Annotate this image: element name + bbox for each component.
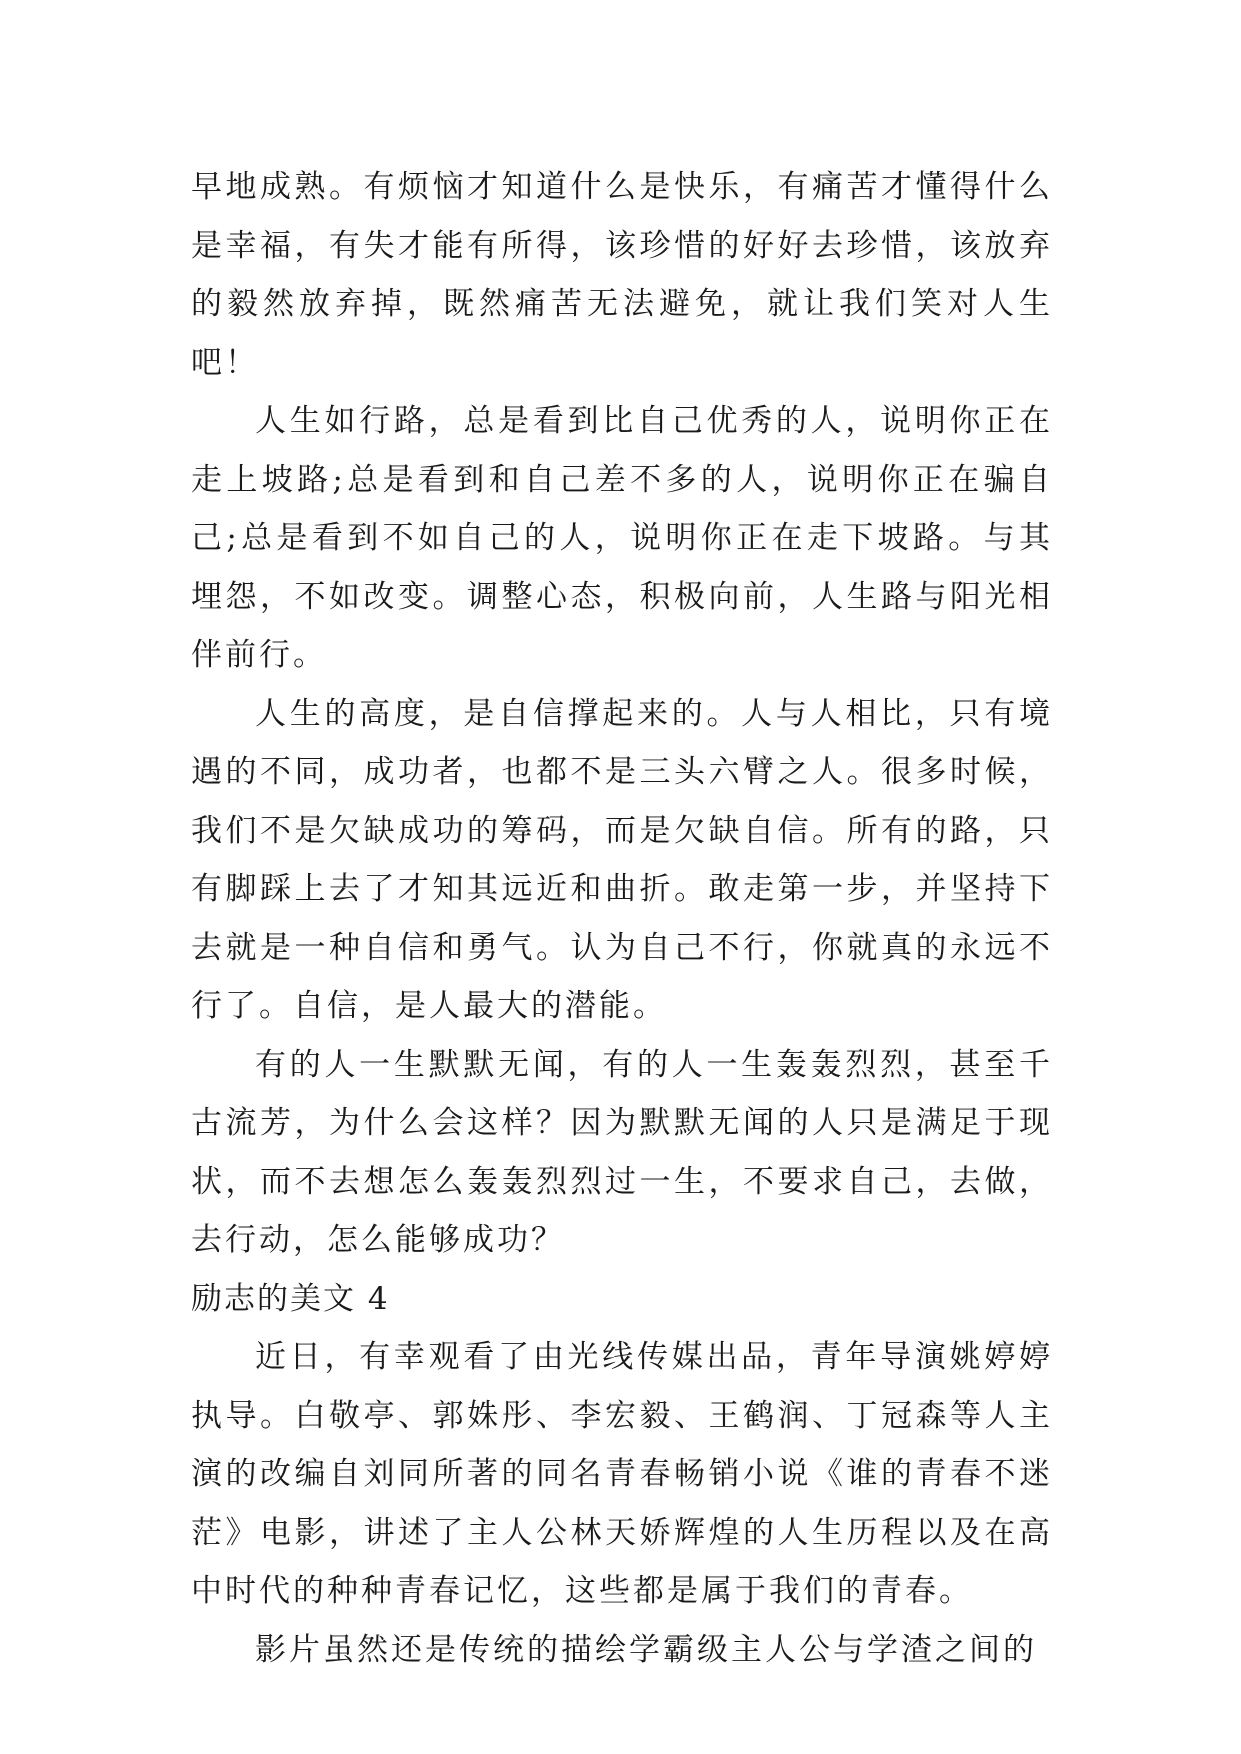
- document-page: [191, 158, 1053, 1679]
- body-paragraph: 早地成熟。有烦恼才知道什么是快乐，有痛苦才懂得什么是幸福，有失才能有所得，该珍惜的好好去珍惜，该放弃的毅然放弃掉，既然痛苦无法避免，就让我们笑对人生吧！: [191, 169, 1053, 381]
- body-paragraph: 人生的高度，是自信撑起来的。人与人相比，只有境遇的不同，成功者，也都不是三头六臂之人。很多时候，我们不是欠缺成功的筹码，而是欠缺自信。所有的路，只有脚踩上去了才知其远近和曲折。敢走第一步，并坚持下去就是一种自信和勇气。认为自己不行，你就真的永远不行了。自信，是人最大的潜能。: [191, 695, 1053, 1024]
- body-paragraph: 有的人一生默默无闻，有的人一生轰轰烈烈，甚至千古流芳，为什么会这样？因为默默无闻的人只是满足于现状，而不去想怎么轰轰烈烈过一生，不要求自己，去做，去行动，怎么能够成功？: [191, 1046, 1053, 1258]
- body-paragraph: 近日，有幸观看了由光线传媒出品，青年导演姚婷婷执导。白敬亭、郭姝彤、李宏毅、王鹤润、丁冠森等人主演的改编自刘同所著的同名青春畅销小说《谁的青春不迷茫》电影，讲述了主人公林天娇辉煌的人生历程以及在高中时代的种种青春记忆，这些都是属于我们的青春。: [191, 1339, 1053, 1609]
- body-paragraph: 影片虽然还是传统的描绘学霸级主人公与学渣之间的: [255, 1631, 1037, 1668]
- body-paragraph: 人生如行路，总是看到比自己优秀的人，说明你正在走上坡路;总是看到和自己差不多的人，说明你正在骗自己;总是看到不如自己的人，说明你正在走下坡路。与其埋怨，不如改变。调整心态，积极向前，人生路与阳光相伴前行。: [191, 403, 1053, 673]
- section-heading: 励志的美文 4: [191, 1280, 390, 1317]
